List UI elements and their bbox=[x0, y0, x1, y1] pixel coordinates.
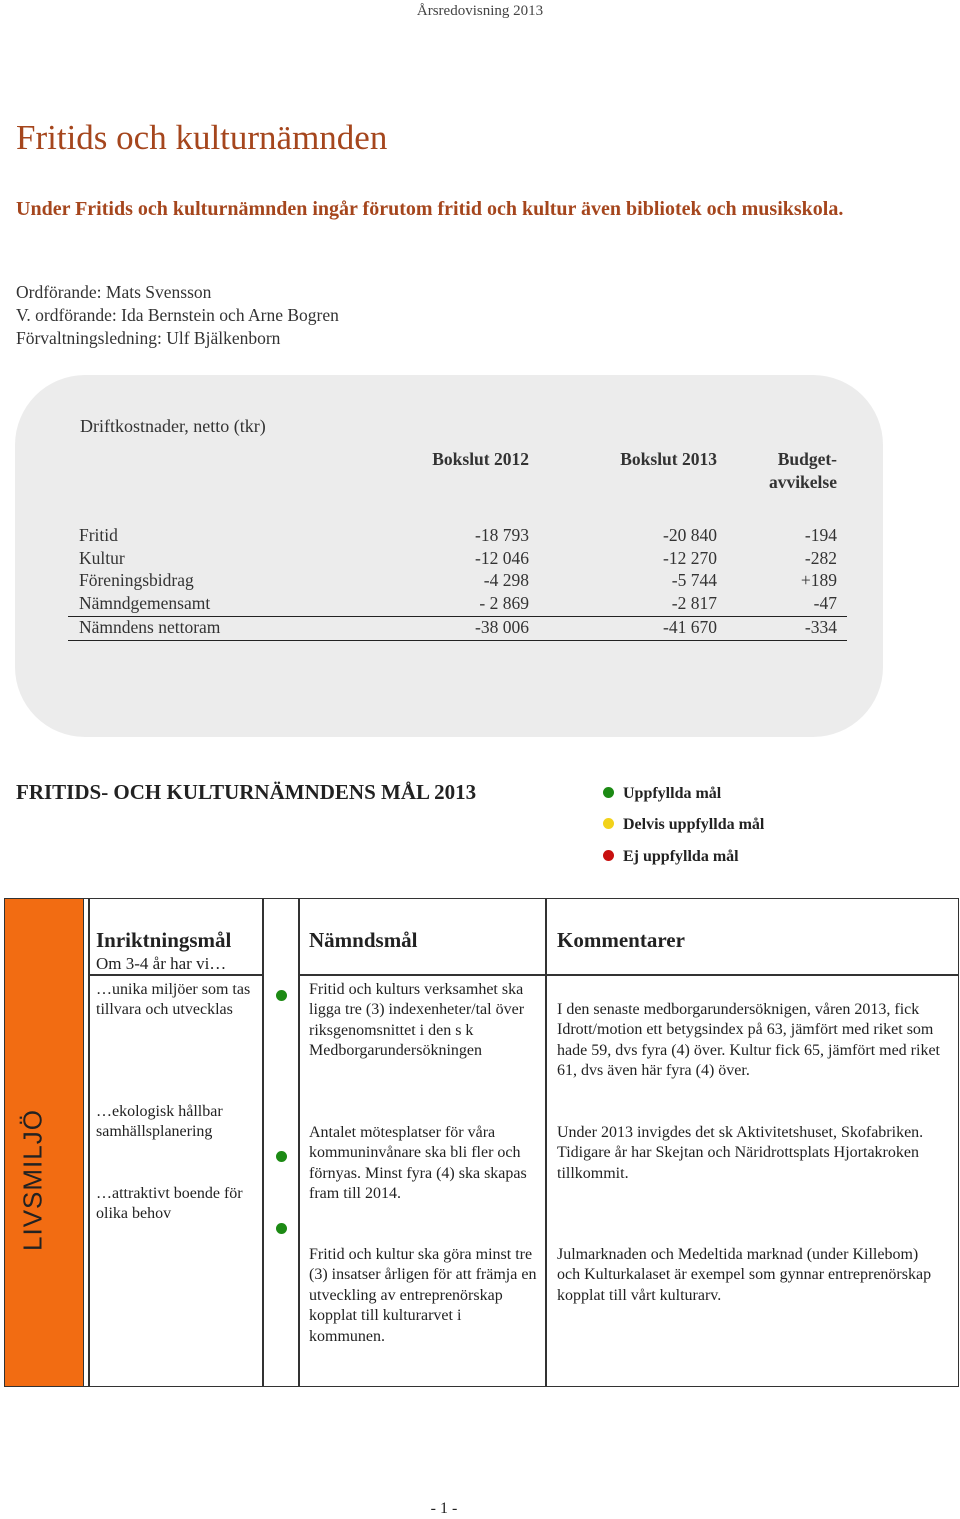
row-label: Nämndgemensamt bbox=[79, 593, 211, 613]
header-divider bbox=[88, 974, 262, 976]
col-header-bokslut-2013: Bokslut 2013 bbox=[620, 449, 717, 469]
value-2012: - 2 869 bbox=[479, 593, 529, 613]
cost-table-title: Driftkostnader, netto (tkr) bbox=[80, 416, 266, 436]
intro-text: Under Fritids och kulturnämnden ingår förutom fritid och kultur även bibliotek och musikskola. bbox=[16, 198, 844, 220]
divider bbox=[262, 898, 264, 1387]
status-green-icon bbox=[276, 1151, 287, 1162]
value-2013: -5 744 bbox=[671, 570, 717, 590]
management: Förvaltningsledning: Ulf Bjälkenborn bbox=[16, 328, 281, 348]
row-label: Nämndens nettoram bbox=[79, 617, 221, 637]
row-label: Kultur bbox=[79, 548, 125, 568]
value-2012: -4 298 bbox=[483, 570, 529, 590]
cost-row-nettoram bbox=[68, 617, 847, 641]
header-inriktningsmal: Inriktningsmål bbox=[96, 928, 232, 952]
green-dot-icon bbox=[603, 787, 614, 798]
row-label: Föreningsbidrag bbox=[79, 570, 194, 590]
chairperson: Ordförande: Mats Svensson bbox=[16, 282, 212, 302]
col-header-bokslut-2012: Bokslut 2012 bbox=[432, 449, 529, 469]
inriktning-2: …ekologisk hållbar samhällsplanering bbox=[96, 1103, 223, 1141]
divider bbox=[545, 898, 547, 1387]
status-green-icon bbox=[276, 1223, 287, 1234]
header-inriktningsmal-sub: Om 3-4 år har vi… bbox=[96, 954, 227, 973]
value-2012: -18 793 bbox=[475, 525, 529, 545]
namndsmal-1: Fritid och kulturs verksamhet ska ligga tre (3) indexenheter/tal över riksgenomsnittet i den s k Medborgarundersökningen bbox=[309, 981, 525, 1060]
yellow-dot-icon bbox=[603, 818, 614, 829]
kommentar-1: I den senaste medborgarundersöknigen, våren 2013, fick Idrott/motion ett betygsindex på 63, jämfört med riket som hade 59, dvs fyra (4) över. Kultur fick 65, jämfört med riket 61, dvs även här fyra (4) över. bbox=[557, 1001, 940, 1080]
status-green-icon bbox=[276, 990, 287, 1001]
people-list bbox=[16, 281, 339, 350]
legend-partial: Delvis uppfyllda mål bbox=[603, 816, 764, 834]
value-deviation: -282 bbox=[804, 548, 837, 568]
value-2012: -12 046 bbox=[475, 548, 529, 568]
divider bbox=[298, 898, 300, 1387]
value-deviation: -334 bbox=[804, 617, 837, 637]
value-2013: -20 840 bbox=[663, 525, 717, 545]
legend-not-fulfilled: Ej uppfyllda mål bbox=[603, 848, 739, 866]
cost-row-fritid bbox=[68, 525, 847, 548]
value-deviation: +189 bbox=[800, 570, 837, 590]
value-deviation: -194 bbox=[804, 525, 837, 545]
value-2013: -12 270 bbox=[663, 548, 717, 568]
namndsmal-2: Antalet mötesplatser för våra kommuninvånare ska bli fler och förnyas. Minst fyra (4) ska skapas fram till 2014. bbox=[309, 1124, 527, 1203]
value-2012: -38 006 bbox=[475, 617, 529, 637]
row-label: Fritid bbox=[79, 525, 118, 545]
divider bbox=[88, 898, 90, 1387]
goals-title: FRITIDS- OCH KULTURNÄMNDENS MÅL 2013 bbox=[16, 780, 477, 804]
cost-row-foreningsbidrag bbox=[68, 570, 847, 593]
report-header: Årsredovisning 2013 bbox=[416, 3, 544, 19]
legend-fulfilled: Uppfyllda mål bbox=[603, 785, 721, 803]
value-2013: -41 670 bbox=[663, 617, 717, 637]
red-dot-icon bbox=[603, 850, 614, 861]
header-divider bbox=[298, 974, 959, 976]
cost-row-kultur bbox=[68, 548, 847, 571]
kommentar-2: Under 2013 invigdes det sk Aktivitetshuset, Skofabriken. Tidigare år har Skejtan och Näridrottsplats Hjortakroken tillkommit. bbox=[557, 1124, 924, 1182]
inriktning-1: …unika miljöer som tas tillvara och utvecklas bbox=[96, 981, 251, 1019]
inriktning-3: …attraktivt boende för olika behov bbox=[96, 1185, 243, 1223]
value-deviation: -47 bbox=[813, 593, 837, 613]
page-number: - 1 - bbox=[430, 1500, 458, 1517]
page-title: Fritids och kulturnämnden bbox=[16, 118, 388, 157]
kommentar-3: Julmarknaden och Medeltida marknad (under Killebom) och Kulturkalaset är exempel som gynnar entreprenörskap kopplat till vårt kulturarv. bbox=[557, 1246, 932, 1304]
vice-chairperson: V. ordförande: Ida Bernstein och Arne Bogren bbox=[16, 305, 339, 325]
col-header-budget: Budget- avvikelse bbox=[768, 449, 837, 492]
namndsmal-3: Fritid och kultur ska göra minst tre (3) insatser årligen för att främja en utveckling av entreprenörskap kopplat till kulturarvet i kommunen. bbox=[309, 1246, 537, 1345]
header-namndsmal: Nämndsmål bbox=[309, 928, 418, 952]
cost-row-namndgemensamt bbox=[68, 593, 847, 617]
header-kommentarer: Kommentarer bbox=[557, 928, 685, 952]
value-2013: -2 817 bbox=[671, 593, 717, 613]
